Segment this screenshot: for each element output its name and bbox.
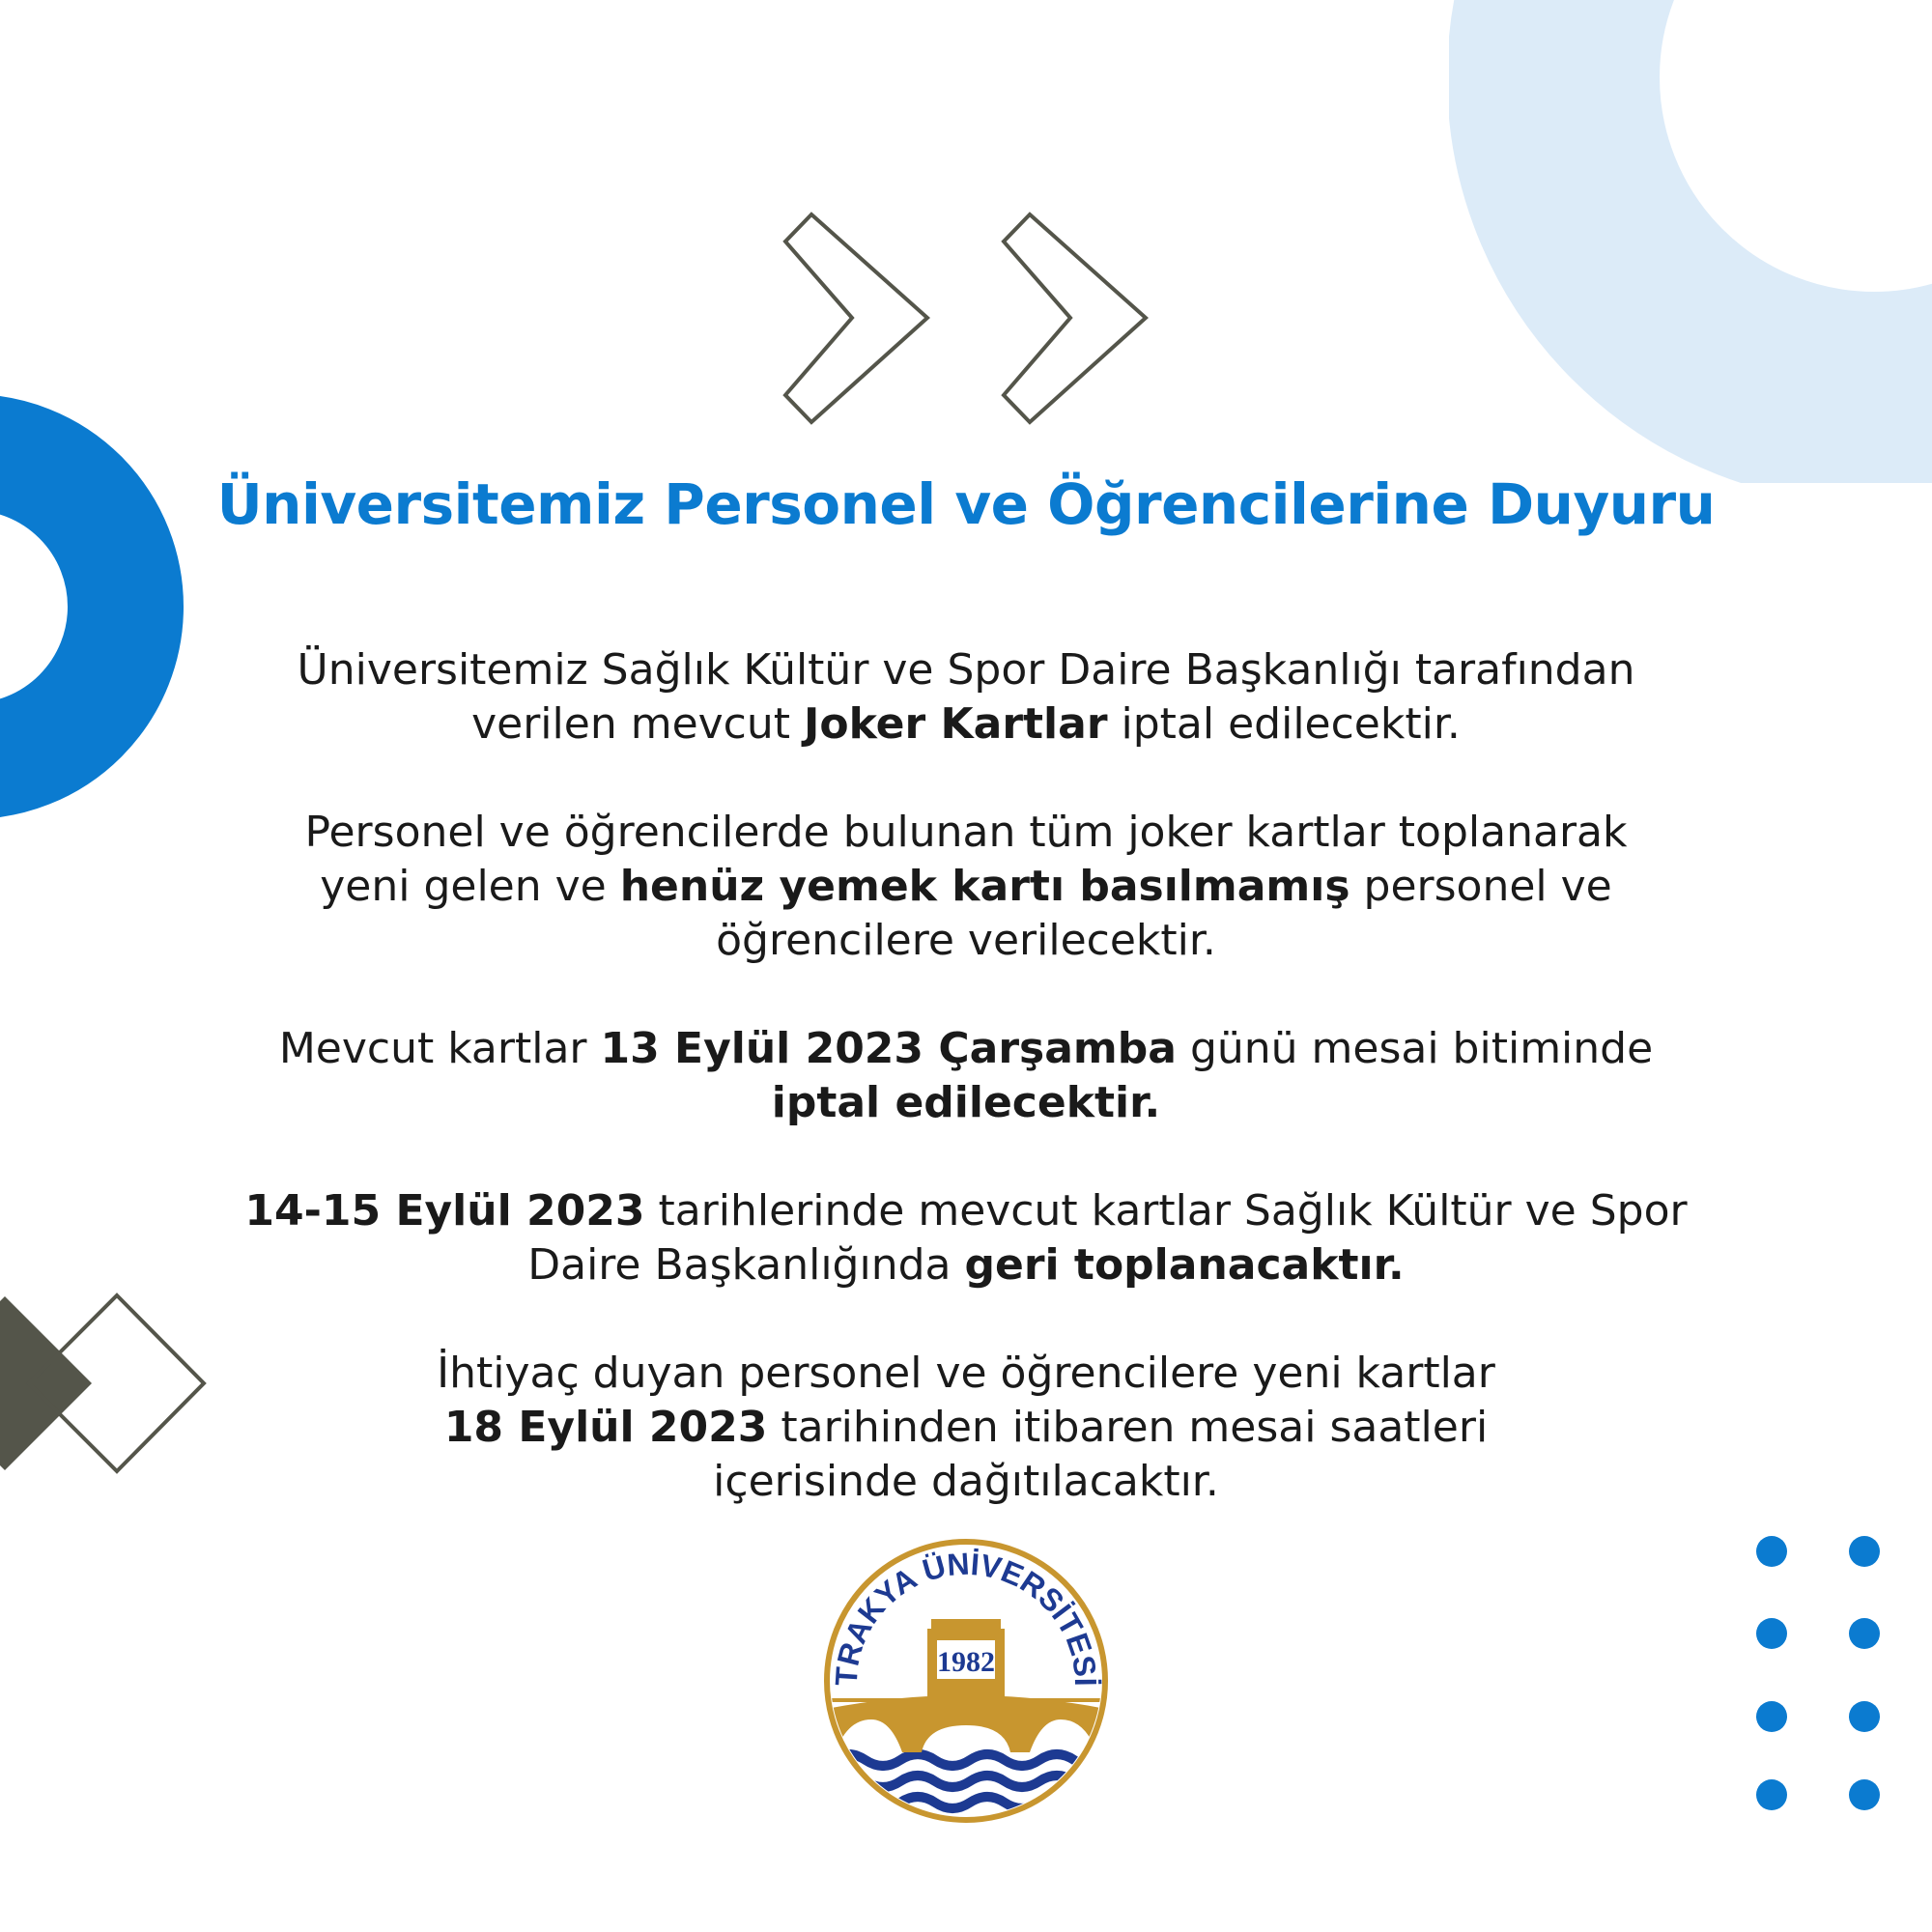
text-segment: Daire Başkanlığında [527,1240,965,1290]
logo-year: 1982 [937,1646,995,1678]
paragraph-line [184,1347,1748,1401]
bold-text-segment: geri toplanacaktır. [964,1240,1405,1290]
text-segment: Mevcut kartlar [278,1024,601,1073]
announcement-paragraph [184,1022,1748,1130]
paragraph-line [184,806,1748,860]
text-segment: iptal edilecektir. [1107,699,1461,749]
double-chevron-icon [763,198,1169,440]
bold-text-segment: 18 Eylül 2023 [443,1403,768,1452]
blue-ring-decoration [0,386,193,831]
announcement-paragraph [184,1184,1748,1293]
announcement-title: Üniversitemiz Personel ve Öğrencilerine Duyuru [216,471,1716,537]
bold-text-segment: 14-15 Eylül 2023 [244,1186,645,1236]
text-segment: günü mesai bitiminde [1176,1024,1654,1073]
logo-ring-textpath: TRAKYA ÜNİVERSİTESİ [828,1546,1104,1688]
announcement-body [184,643,1748,1563]
text-segment: verilen mevcut [471,699,804,749]
bold-text-segment: henüz yemek kartı basılmamış [619,862,1350,911]
trakya-university-logo [821,1536,1111,1826]
paragraph-line [184,914,1748,968]
paragraph-line [184,697,1748,752]
announcement-paragraph [184,1347,1748,1509]
paragraph-line [184,1238,1748,1293]
paragraph-line [184,1401,1748,1455]
announcement-paragraph [184,806,1748,968]
text-segment: tarihlerinde mevcut kartlar Sağlık Kültür ve Spor [644,1186,1688,1236]
paragraph-line [184,1455,1748,1509]
text-segment: personel ve [1350,862,1612,911]
dot-grid-decoration [1739,1526,1903,1816]
paragraph-line [184,1184,1748,1238]
paragraph-line [184,1076,1748,1130]
text-segment: içerisinde dağıtılacaktır. [713,1457,1219,1506]
announcement-paragraph [184,643,1748,752]
text-segment: tarihinden itibaren mesai saatleri [767,1403,1489,1452]
bold-text-segment: 13 Eylül 2023 Çarşamba [600,1024,1177,1073]
text-segment: İhtiyaç duyan personel ve öğrencilere yeni kartlar [437,1349,1495,1398]
light-blue-ring-decoration [1449,0,1932,483]
paragraph-line [184,1022,1748,1076]
bold-text-segment: iptal edilecektir. [771,1078,1161,1127]
paragraph-line [184,643,1748,697]
text-segment: yeni gelen ve [320,862,620,911]
text-segment: Personel ve öğrencilerde bulunan tüm joker kartlar toplanarak [304,808,1628,857]
text-segment: öğrencilere verilecektir. [716,916,1216,965]
text-segment: Üniversitemiz Sağlık Kültür ve Spor Daire Başkanlığı tarafından [297,645,1635,695]
paragraph-line [184,860,1748,914]
bold-text-segment: Joker Kartlar [804,699,1108,749]
